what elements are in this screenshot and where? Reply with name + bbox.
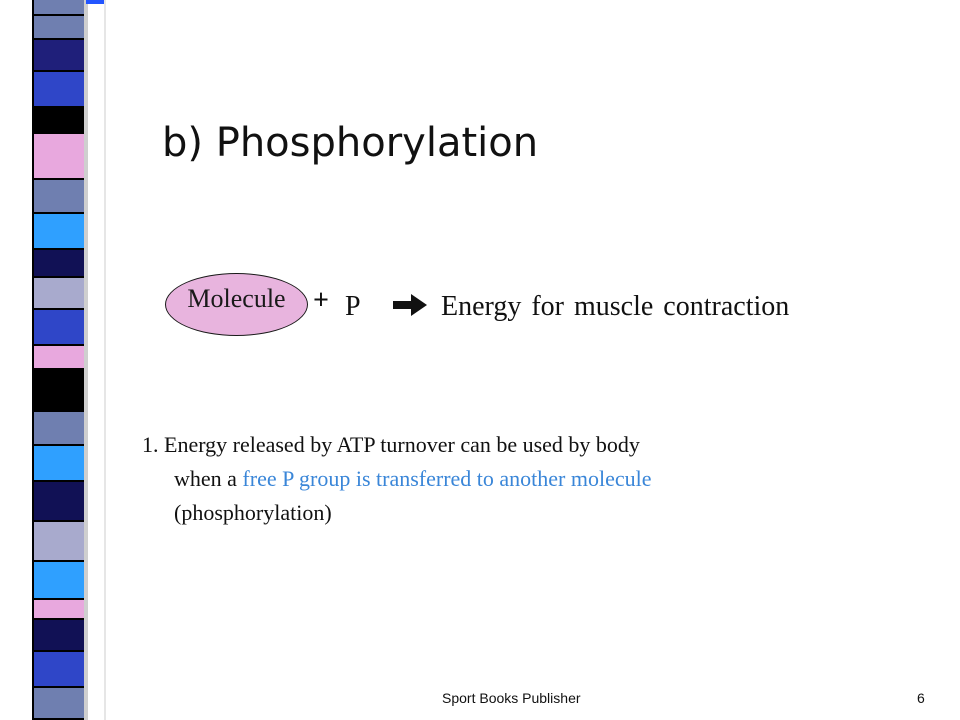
stripe-edge [84, 0, 88, 720]
point-line-1: 1. Energy released by ATP turnover can be used by body [142, 432, 640, 457]
phosphate-label: P [345, 291, 361, 322]
point-highlight: free P group is transferred to another molecule [242, 466, 652, 491]
molecule-ellipse [165, 273, 308, 336]
stripe-segment [34, 688, 84, 718]
stripe-segment [34, 652, 84, 686]
stripe-segment [34, 522, 84, 560]
stripe-segment [34, 0, 84, 14]
stripe-segment [34, 214, 84, 248]
stripe-segment [34, 310, 84, 344]
result-text: Energy for muscle contraction [441, 291, 790, 322]
stripe-segment [34, 562, 84, 598]
footer-publisher: Sport Books Publisher [442, 690, 581, 706]
stripe-segment [34, 72, 84, 106]
stripe-segment [34, 370, 84, 410]
top-accent [86, 0, 106, 4]
point-1 [142, 428, 652, 530]
stripe-segment [34, 108, 84, 132]
point-line-3: (phosphorylation) [174, 500, 332, 525]
molecule-label: Molecule [187, 284, 286, 313]
point-line-2 [142, 462, 652, 496]
stripe-segment [34, 278, 84, 308]
stripe-segment [34, 40, 84, 70]
point-line-2-prefix: when a [174, 466, 243, 491]
plus-sign: + [313, 285, 329, 316]
right-arrow-icon [393, 294, 427, 316]
stripe-segment [34, 620, 84, 650]
stripe-segment [34, 600, 84, 618]
stripe-divider [104, 0, 106, 720]
stripe-segment [34, 446, 84, 480]
slide-title: b) Phosphorylation [162, 120, 539, 166]
decorative-stripe-bar [0, 0, 106, 720]
stripe-segment [34, 180, 84, 212]
stripe-segment [34, 412, 84, 444]
stripe-segment [34, 16, 84, 38]
stripe-segment [34, 482, 84, 520]
stripe-segment [34, 250, 84, 276]
stripe-segment [34, 346, 84, 368]
page-number: 6 [917, 690, 925, 706]
stripe-segment [34, 134, 84, 178]
